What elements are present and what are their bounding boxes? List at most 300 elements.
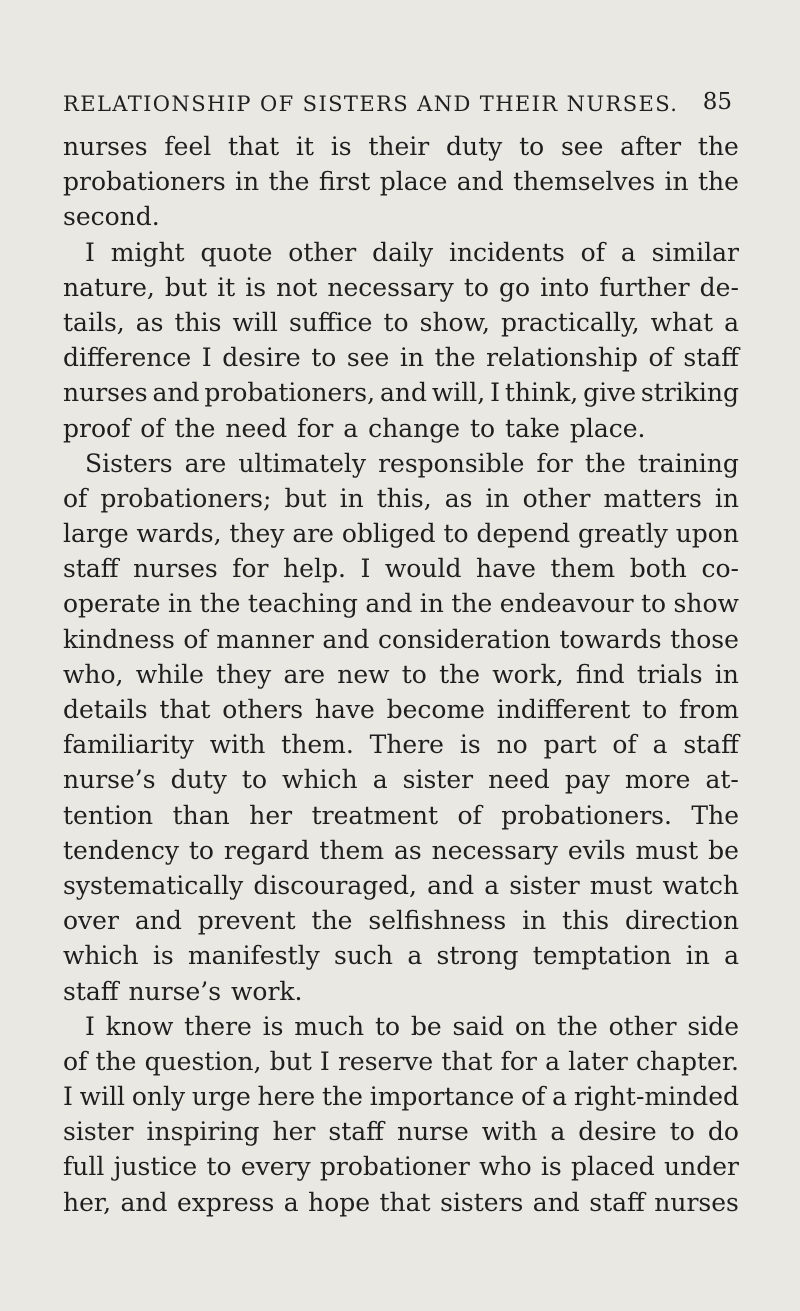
word: further bbox=[599, 272, 690, 302]
word: justice bbox=[113, 1152, 198, 1182]
word: to bbox=[401, 659, 427, 689]
word: I bbox=[319, 1046, 330, 1076]
word: will, bbox=[431, 378, 486, 408]
word: and bbox=[365, 589, 413, 619]
word: as bbox=[444, 483, 473, 513]
word: suffice bbox=[288, 307, 373, 337]
word: is bbox=[540, 1152, 562, 1182]
word: and bbox=[134, 906, 182, 936]
word: to bbox=[383, 307, 409, 337]
text-line bbox=[63, 305, 739, 340]
word: in bbox=[399, 343, 424, 373]
word: but bbox=[269, 1046, 312, 1076]
word: and bbox=[427, 870, 475, 900]
body-text bbox=[63, 129, 739, 1220]
word: nurses bbox=[63, 132, 148, 161]
word: the bbox=[95, 1046, 137, 1076]
text-line bbox=[63, 481, 739, 516]
word: and bbox=[120, 1187, 168, 1217]
word: evils bbox=[567, 835, 626, 865]
word: the bbox=[697, 132, 739, 161]
word: duty bbox=[170, 765, 227, 795]
word: might bbox=[110, 237, 185, 267]
word: that bbox=[228, 132, 280, 161]
word: go bbox=[498, 272, 531, 302]
word: probationer bbox=[319, 1152, 470, 1182]
text-line bbox=[63, 446, 739, 481]
word: placed bbox=[571, 1152, 655, 1182]
text-line bbox=[63, 762, 739, 797]
word: I bbox=[63, 1082, 73, 1112]
word: nurse bbox=[396, 1117, 469, 1147]
word: her bbox=[272, 1117, 316, 1147]
word: in bbox=[419, 589, 444, 619]
word: I bbox=[85, 1011, 95, 1041]
word: nurses bbox=[133, 554, 218, 584]
word: kindness bbox=[63, 624, 175, 654]
word: who, bbox=[63, 659, 124, 689]
word: hope bbox=[308, 1187, 371, 1217]
word: to bbox=[241, 765, 268, 795]
word: of bbox=[521, 1082, 546, 1112]
word: the bbox=[321, 1082, 363, 1112]
word: inspiring bbox=[146, 1117, 260, 1147]
word: which bbox=[63, 941, 139, 971]
word: staff bbox=[683, 343, 739, 373]
word: full bbox=[63, 1152, 105, 1182]
word: urge bbox=[191, 1082, 251, 1112]
word: I bbox=[490, 378, 500, 408]
word: only bbox=[131, 1082, 186, 1112]
word: into bbox=[540, 272, 590, 302]
text-line bbox=[63, 586, 739, 621]
word: for bbox=[232, 554, 269, 584]
word: selfishness bbox=[368, 906, 507, 936]
word: other bbox=[288, 237, 357, 267]
word: feel bbox=[164, 132, 212, 161]
word: to bbox=[463, 272, 489, 302]
word: from bbox=[679, 695, 739, 724]
text-line bbox=[63, 657, 739, 692]
word: they bbox=[229, 519, 285, 549]
word: indifferent bbox=[496, 695, 631, 724]
word: greatly bbox=[578, 519, 668, 549]
word: probationers bbox=[63, 167, 226, 197]
word: see bbox=[346, 343, 390, 373]
word: de- bbox=[699, 272, 739, 302]
word: this bbox=[562, 906, 610, 936]
word: in bbox=[485, 483, 510, 513]
word: their bbox=[368, 132, 430, 161]
text-line bbox=[63, 1044, 739, 1079]
word: a bbox=[552, 1082, 568, 1112]
word: the bbox=[439, 659, 481, 689]
word: to bbox=[311, 343, 337, 373]
text-line bbox=[63, 1009, 739, 1044]
word: quote bbox=[200, 237, 273, 267]
word: endeavour bbox=[499, 589, 634, 619]
text-line bbox=[63, 868, 739, 903]
word: direction bbox=[625, 906, 739, 936]
word: they bbox=[216, 659, 272, 689]
word: tention bbox=[63, 800, 154, 830]
text-line bbox=[63, 1114, 739, 1149]
word: it bbox=[295, 132, 314, 161]
word: right-minded bbox=[573, 1082, 739, 1112]
word: do bbox=[707, 1117, 739, 1147]
word: them bbox=[319, 835, 385, 865]
word: striking bbox=[640, 378, 739, 408]
word: I bbox=[85, 237, 95, 267]
word: that bbox=[379, 1187, 431, 1217]
word: every bbox=[240, 1152, 311, 1182]
word: is bbox=[262, 1011, 284, 1041]
running-head bbox=[60, 89, 732, 126]
word: as bbox=[135, 307, 164, 337]
word: sisters bbox=[440, 1187, 524, 1217]
word: in bbox=[522, 906, 547, 936]
line-text: proof of the need for a change to take place. bbox=[63, 413, 646, 443]
word: of bbox=[63, 483, 88, 513]
word: sister bbox=[509, 870, 580, 900]
word: show, bbox=[419, 307, 490, 337]
word: both bbox=[629, 554, 687, 584]
word: similar bbox=[651, 237, 739, 267]
word: is bbox=[152, 941, 174, 971]
word: relationship bbox=[486, 343, 638, 373]
word: ultimately bbox=[238, 448, 367, 478]
word: sister bbox=[63, 1117, 134, 1147]
word: tendency bbox=[63, 835, 179, 865]
word: wards, bbox=[136, 519, 222, 549]
word: not bbox=[276, 272, 318, 302]
word: systematically bbox=[63, 870, 244, 900]
word: tails, bbox=[63, 307, 125, 337]
word: necessary bbox=[431, 835, 558, 865]
text-line bbox=[63, 516, 739, 551]
word: must bbox=[589, 870, 653, 900]
word: to bbox=[374, 1011, 401, 1041]
word: a bbox=[283, 1187, 299, 1217]
word: reserve bbox=[337, 1046, 434, 1076]
word: help. bbox=[283, 554, 346, 584]
word: have bbox=[314, 695, 375, 724]
word: prevent bbox=[197, 906, 296, 936]
word: in bbox=[714, 483, 739, 513]
word: side bbox=[687, 1011, 739, 1041]
word: it bbox=[217, 272, 236, 302]
word: are bbox=[184, 448, 227, 478]
word: said bbox=[452, 1011, 505, 1041]
word: the bbox=[556, 1011, 598, 1041]
text-line bbox=[63, 622, 739, 657]
word: part bbox=[543, 730, 597, 760]
word: question, bbox=[144, 1046, 262, 1076]
word: for bbox=[536, 448, 573, 478]
word: regard bbox=[223, 835, 310, 865]
text-line bbox=[63, 1079, 739, 1114]
word: daily bbox=[372, 237, 434, 267]
word: training bbox=[637, 448, 739, 478]
word: necessary bbox=[327, 272, 454, 302]
word: of bbox=[612, 730, 637, 760]
word: incidents bbox=[448, 237, 565, 267]
word: probationers; bbox=[100, 483, 272, 513]
text-line bbox=[63, 199, 739, 234]
word: desire bbox=[222, 343, 301, 373]
word: must bbox=[635, 835, 699, 865]
word: manifestly bbox=[187, 941, 320, 971]
word: the bbox=[698, 167, 739, 197]
word: staff bbox=[328, 1117, 384, 1147]
text-line bbox=[63, 129, 739, 164]
text-line bbox=[63, 727, 739, 762]
word: operate bbox=[63, 589, 161, 619]
word: under bbox=[664, 1152, 739, 1182]
word: themselves bbox=[513, 167, 656, 197]
word: importance bbox=[369, 1082, 515, 1112]
word: is bbox=[245, 272, 267, 302]
text-line bbox=[63, 411, 739, 446]
word: to bbox=[669, 1117, 695, 1147]
word: know bbox=[105, 1011, 174, 1041]
word: of bbox=[183, 624, 208, 654]
text-line bbox=[63, 235, 739, 270]
word: nurses bbox=[654, 1187, 739, 1217]
word: There bbox=[369, 730, 444, 760]
word: that bbox=[159, 695, 211, 724]
word: and bbox=[379, 378, 427, 408]
word: nurse’s bbox=[63, 765, 156, 795]
word: a bbox=[620, 237, 636, 267]
word: teaching bbox=[247, 589, 358, 619]
word: while bbox=[135, 659, 204, 689]
word: her bbox=[249, 800, 293, 830]
word: her, bbox=[63, 1187, 112, 1217]
word: and bbox=[456, 167, 504, 197]
word: discouraged, bbox=[253, 870, 417, 900]
running-title: RELATIONSHIP OF SISTERS AND THEIR NURSES. bbox=[63, 92, 679, 116]
word: to bbox=[188, 835, 214, 865]
word: I bbox=[201, 343, 212, 373]
word: The bbox=[691, 800, 739, 830]
word: a bbox=[652, 730, 668, 760]
word: a bbox=[545, 1046, 560, 1076]
word: would bbox=[384, 554, 462, 584]
word: be bbox=[708, 835, 739, 865]
word: over bbox=[63, 906, 119, 936]
word: first bbox=[318, 167, 371, 197]
word: staff bbox=[589, 1187, 645, 1217]
word: this bbox=[174, 307, 222, 337]
word: in bbox=[339, 483, 364, 513]
word: no bbox=[496, 730, 528, 760]
word: is bbox=[330, 132, 352, 161]
word: this, bbox=[376, 483, 432, 513]
word: strong bbox=[436, 941, 519, 971]
word: co- bbox=[701, 554, 739, 584]
word: after bbox=[620, 132, 682, 161]
word: of bbox=[457, 800, 482, 830]
word: work, bbox=[492, 659, 564, 689]
word: to bbox=[642, 695, 668, 724]
word: need bbox=[488, 765, 550, 795]
text-line bbox=[63, 798, 739, 833]
word: familiarity bbox=[63, 730, 194, 760]
word: see bbox=[560, 132, 604, 161]
word: depend bbox=[476, 519, 571, 549]
word: the bbox=[451, 589, 493, 619]
word: the bbox=[584, 448, 626, 478]
word: trials bbox=[636, 659, 703, 689]
word: place bbox=[379, 167, 448, 197]
word: matters bbox=[603, 483, 702, 513]
word: towards bbox=[559, 624, 662, 654]
word: a bbox=[484, 870, 500, 900]
word: other bbox=[608, 1011, 677, 1041]
word: later bbox=[568, 1046, 628, 1076]
text-line bbox=[63, 551, 739, 586]
word: I bbox=[360, 554, 371, 584]
word: to bbox=[443, 519, 469, 549]
word: in bbox=[685, 941, 710, 971]
word: watch bbox=[662, 870, 739, 900]
word: upon bbox=[675, 519, 739, 549]
text-line bbox=[63, 833, 739, 868]
word: show bbox=[673, 589, 739, 619]
word: give bbox=[583, 378, 637, 408]
word: express bbox=[176, 1187, 275, 1217]
word: staff bbox=[683, 730, 739, 760]
word: at- bbox=[705, 765, 739, 795]
word: to bbox=[206, 1152, 232, 1182]
text-line bbox=[63, 692, 739, 727]
word: in bbox=[167, 589, 193, 619]
text-line bbox=[63, 903, 739, 938]
word: those bbox=[670, 624, 739, 654]
word: are bbox=[283, 659, 326, 689]
text-line bbox=[63, 375, 739, 410]
word: details bbox=[63, 695, 148, 724]
word: consideration bbox=[377, 624, 551, 654]
text-line bbox=[63, 270, 739, 305]
word: in bbox=[664, 167, 689, 197]
word: them bbox=[550, 554, 616, 584]
word: the bbox=[199, 589, 241, 619]
word: which bbox=[282, 765, 358, 795]
word: as bbox=[393, 835, 422, 865]
word: in bbox=[714, 659, 739, 689]
word: and bbox=[322, 624, 370, 654]
word: here bbox=[257, 1082, 316, 1112]
word: with bbox=[209, 730, 266, 760]
word: of bbox=[580, 237, 605, 267]
text-line bbox=[63, 1185, 739, 1220]
line-text: staff nurse’s work. bbox=[63, 976, 303, 1006]
word: is bbox=[459, 730, 481, 760]
word: much bbox=[294, 1011, 365, 1041]
word: what bbox=[650, 307, 714, 337]
word: a bbox=[724, 941, 739, 971]
word: nature, bbox=[63, 272, 155, 302]
word: and bbox=[532, 1187, 580, 1217]
word: the bbox=[311, 906, 353, 936]
word: but bbox=[164, 272, 208, 302]
word: them. bbox=[281, 730, 354, 760]
word: probationers. bbox=[501, 800, 672, 830]
word: will bbox=[79, 1082, 126, 1112]
word: of bbox=[648, 343, 673, 373]
word: be bbox=[410, 1011, 442, 1041]
word: responsible bbox=[378, 448, 525, 478]
word: others bbox=[222, 695, 304, 724]
text-line bbox=[63, 164, 739, 199]
word: a bbox=[407, 941, 423, 971]
word: probationers, bbox=[204, 378, 376, 408]
text-line bbox=[63, 938, 739, 973]
word: but bbox=[284, 483, 327, 513]
word: difference bbox=[63, 343, 192, 373]
word: think, bbox=[504, 378, 579, 408]
word: a bbox=[724, 307, 739, 337]
word: manner bbox=[216, 624, 314, 654]
text-line bbox=[63, 340, 739, 375]
word: who bbox=[479, 1152, 532, 1182]
word: treatment bbox=[311, 800, 439, 830]
word: for bbox=[500, 1046, 537, 1076]
word: obliged bbox=[341, 519, 436, 549]
word: duty bbox=[446, 132, 503, 161]
word: practically, bbox=[501, 307, 640, 337]
text-line bbox=[63, 1149, 739, 1184]
word: find bbox=[575, 659, 625, 689]
word: staff bbox=[63, 554, 119, 584]
word: a bbox=[550, 1117, 566, 1147]
word: on bbox=[514, 1011, 547, 1041]
word: Sisters bbox=[85, 448, 173, 478]
word: more bbox=[624, 765, 691, 795]
word: the bbox=[434, 343, 476, 373]
word: a bbox=[372, 765, 388, 795]
word: in bbox=[235, 167, 260, 197]
word: sister bbox=[402, 765, 474, 795]
word: become bbox=[386, 695, 485, 724]
word: the bbox=[268, 167, 310, 197]
word: there bbox=[184, 1011, 252, 1041]
word: desire bbox=[578, 1117, 657, 1147]
word: with bbox=[481, 1117, 538, 1147]
word: chapter. bbox=[635, 1046, 739, 1076]
word: large bbox=[63, 519, 129, 549]
word: are bbox=[292, 519, 334, 549]
word: will bbox=[232, 307, 278, 337]
word: and bbox=[152, 378, 200, 408]
word: of bbox=[63, 1046, 88, 1076]
word: such bbox=[334, 941, 394, 971]
page-number: 85 bbox=[702, 89, 732, 115]
word: nurses bbox=[63, 378, 148, 408]
word: pay bbox=[564, 765, 610, 795]
line-text: second. bbox=[63, 202, 160, 232]
text-line bbox=[63, 974, 739, 1009]
word: other bbox=[522, 483, 591, 513]
word: that bbox=[441, 1046, 493, 1076]
word: to bbox=[519, 132, 545, 161]
word: to bbox=[640, 589, 667, 619]
word: new bbox=[337, 659, 390, 689]
word: than bbox=[172, 800, 230, 830]
word: have bbox=[476, 554, 536, 584]
